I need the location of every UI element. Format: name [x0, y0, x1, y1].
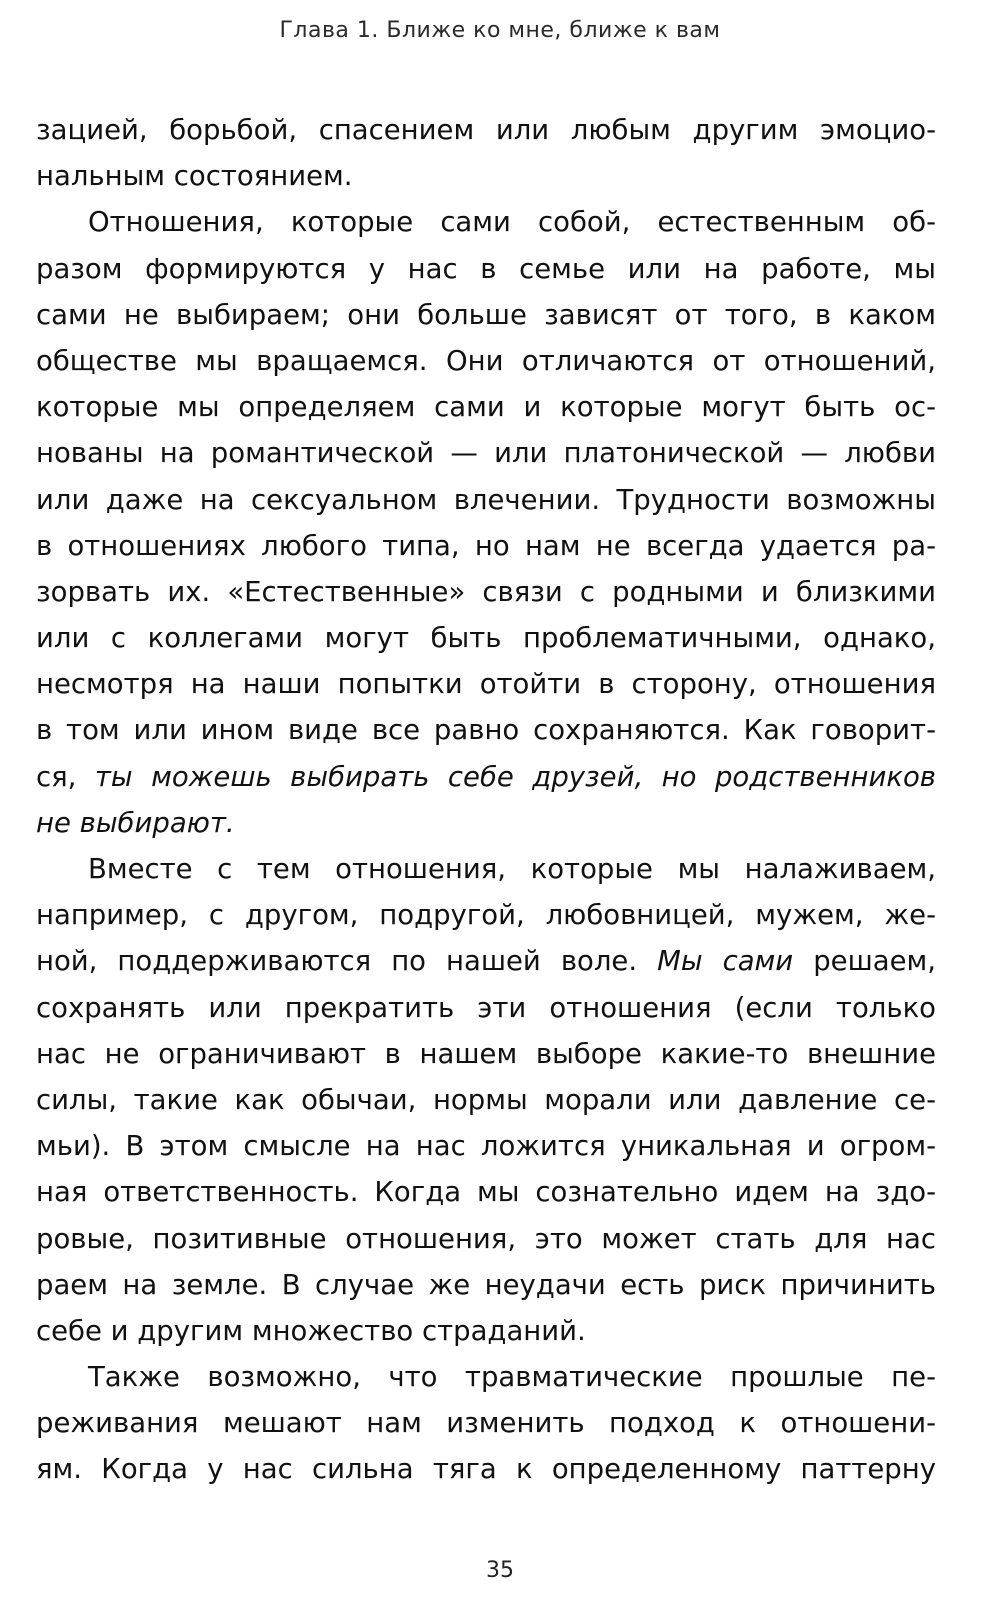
text-line: себе и другим множество страданий. — [36, 1314, 586, 1347]
text-line: нальным состоянием. — [36, 160, 353, 193]
text-line: сами не выбираем; они больше зависят от того, в каком — [36, 298, 936, 331]
text-line: несмотря на наши попытки отойти в сторону, отношения — [36, 668, 936, 701]
text-line: в отношениях любого типа, но нам не всегда удается ра- — [36, 529, 936, 562]
text-line: нованы на романтической — или платонической — любви — [36, 437, 936, 470]
text-line: раем на земле. В случае же неудачи есть риск причинить — [36, 1268, 936, 1301]
text-line: сохранять или прекратить эти отношения (если только — [36, 991, 936, 1024]
italic-text-segment: не выбирают. — [36, 806, 235, 839]
text-line: силы, такие как обычаи, нормы морали или давление се- — [36, 1083, 936, 1116]
text-line: ная ответственность. Когда мы сознательно идем на здо- — [36, 1176, 936, 1209]
text-line: которые мы определяем сами и которые могут быть ос- — [36, 391, 936, 424]
text-line — [36, 754, 936, 800]
text-line: ям. Когда у нас сильна тяга к определенному паттерну — [36, 1453, 936, 1486]
body-text — [36, 107, 936, 1493]
text-line: или с коллегами могут быть проблематичными, однако, — [36, 622, 936, 655]
text-line: нас не ограничивают в нашем выборе какие-то внешние — [36, 1037, 936, 1070]
text-line: мьи). В этом смысле на нас ложится уникальная и огром- — [36, 1130, 936, 1163]
text-line: или даже на сексуальном влечении. Трудности возможны — [36, 483, 936, 516]
running-head: Глава 1. Ближе ко мне, ближе к вам — [279, 18, 721, 43]
text-line: в том или ином виде все равно сохраняются. Как говорит- — [36, 714, 936, 747]
text-segment: ной, поддерживаются по нашей воле. — [36, 945, 658, 978]
text-line: зорвать их. «Естественные» связи с родными и близкими — [36, 575, 936, 608]
text-line — [36, 938, 936, 984]
text-line: реживания мешают нам изменить подход к отношени- — [36, 1407, 936, 1440]
text-line: Также возможно, что травматические прошлые пе- — [88, 1361, 936, 1394]
text-line: разом формируются у нас в семье или на работе, мы — [36, 252, 936, 285]
text-line: зацией, борьбой, спасением или любым другим эмоцио- — [36, 114, 936, 146]
page-number: 35 — [486, 1558, 514, 1583]
text-line — [36, 800, 936, 846]
text-line: Вместе с тем отношения, которые мы налаживаем, — [88, 853, 936, 885]
text-line: ровые, позитивные отношения, это может стать для нас — [36, 1222, 936, 1255]
text-segment: решаем, — [793, 945, 937, 978]
italic-text-segment: Мы сами — [657, 945, 794, 978]
text-segment: ся, — [36, 760, 95, 793]
text-line: например, с другом, подругой, любовницей, мужем, же- — [36, 899, 936, 932]
text-line: Отношения, которые сами собой, естественным об- — [88, 206, 936, 239]
text-line: обществе мы вращаемся. Они отличаются от отношений, — [36, 344, 936, 377]
italic-text-segment: ты можешь выбирать себе друзей, но родственников — [94, 760, 936, 793]
